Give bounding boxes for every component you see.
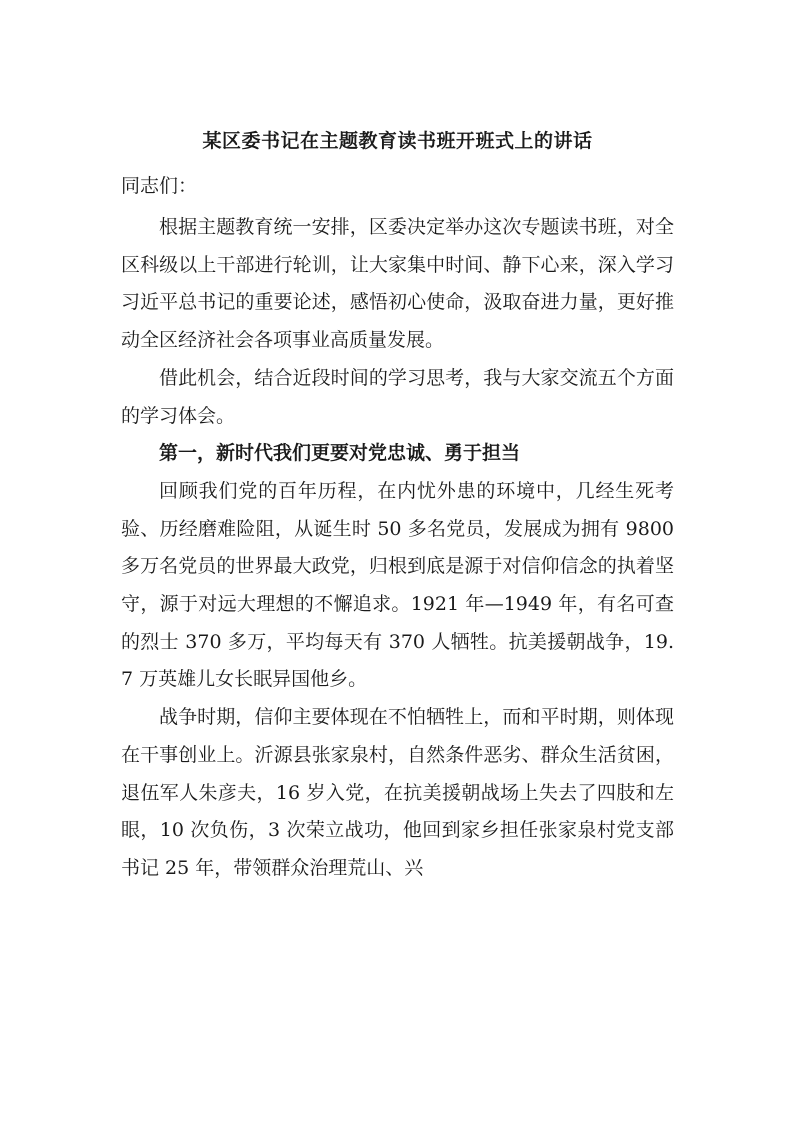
salutation: 同志们：	[121, 175, 198, 197]
paragraph-history: 回顾我们党的百年历程，在内忧外患的环境中，几经生死考验、历经磨难险阻，从诞生时 50 多名党员，发展成为拥有 9800 多万名党员的世界最大政党，归根到底是源于对信仰信念的执着坚守，源于对远大理想的不懈追求。1921 年—1949 年，有名可查的烈士 370 多万，平均每天有 370 人牺牲。抗美援朝战争，19.7 万英雄儿女长眠异国他乡。	[121, 479, 674, 691]
paragraph-faith: 战争时期，信仰主要体现在不怕牺牲上，而和平时期，则体现在干事创业上。沂源县张家泉村，自然条件恶劣、群众生活贫困，退伍军人朱彦夫，16 岁入党，在抗美援朝战场上失去了四肢和左眼，10 次负伤，3 次荣立战功，他回到家乡担任张家泉村党支部书记 25 年，带领群众治理荒山、兴	[121, 706, 674, 879]
paragraph-topics: 借此机会，结合近段时间的学习思考，我与大家交流五个方面的学习体会。	[121, 366, 674, 427]
document-title: 某区委书记在主题教育读书班开班式上的讲话	[202, 130, 593, 152]
section-heading-first: 第一，新时代我们更要对党忠诚、勇于担当	[159, 442, 521, 465]
paragraph-intro: 根据主题教育统一安排，区委决定举办这次专题读书班，对全区科级以上干部进行轮训，让大家集中时间、静下心来，深入学习习近平总书记的重要论述，感悟初心使命，汲取奋进力量，更好推动全区经济社会各项事业高质量发展。	[121, 216, 674, 352]
document-body	[121, 116, 674, 888]
